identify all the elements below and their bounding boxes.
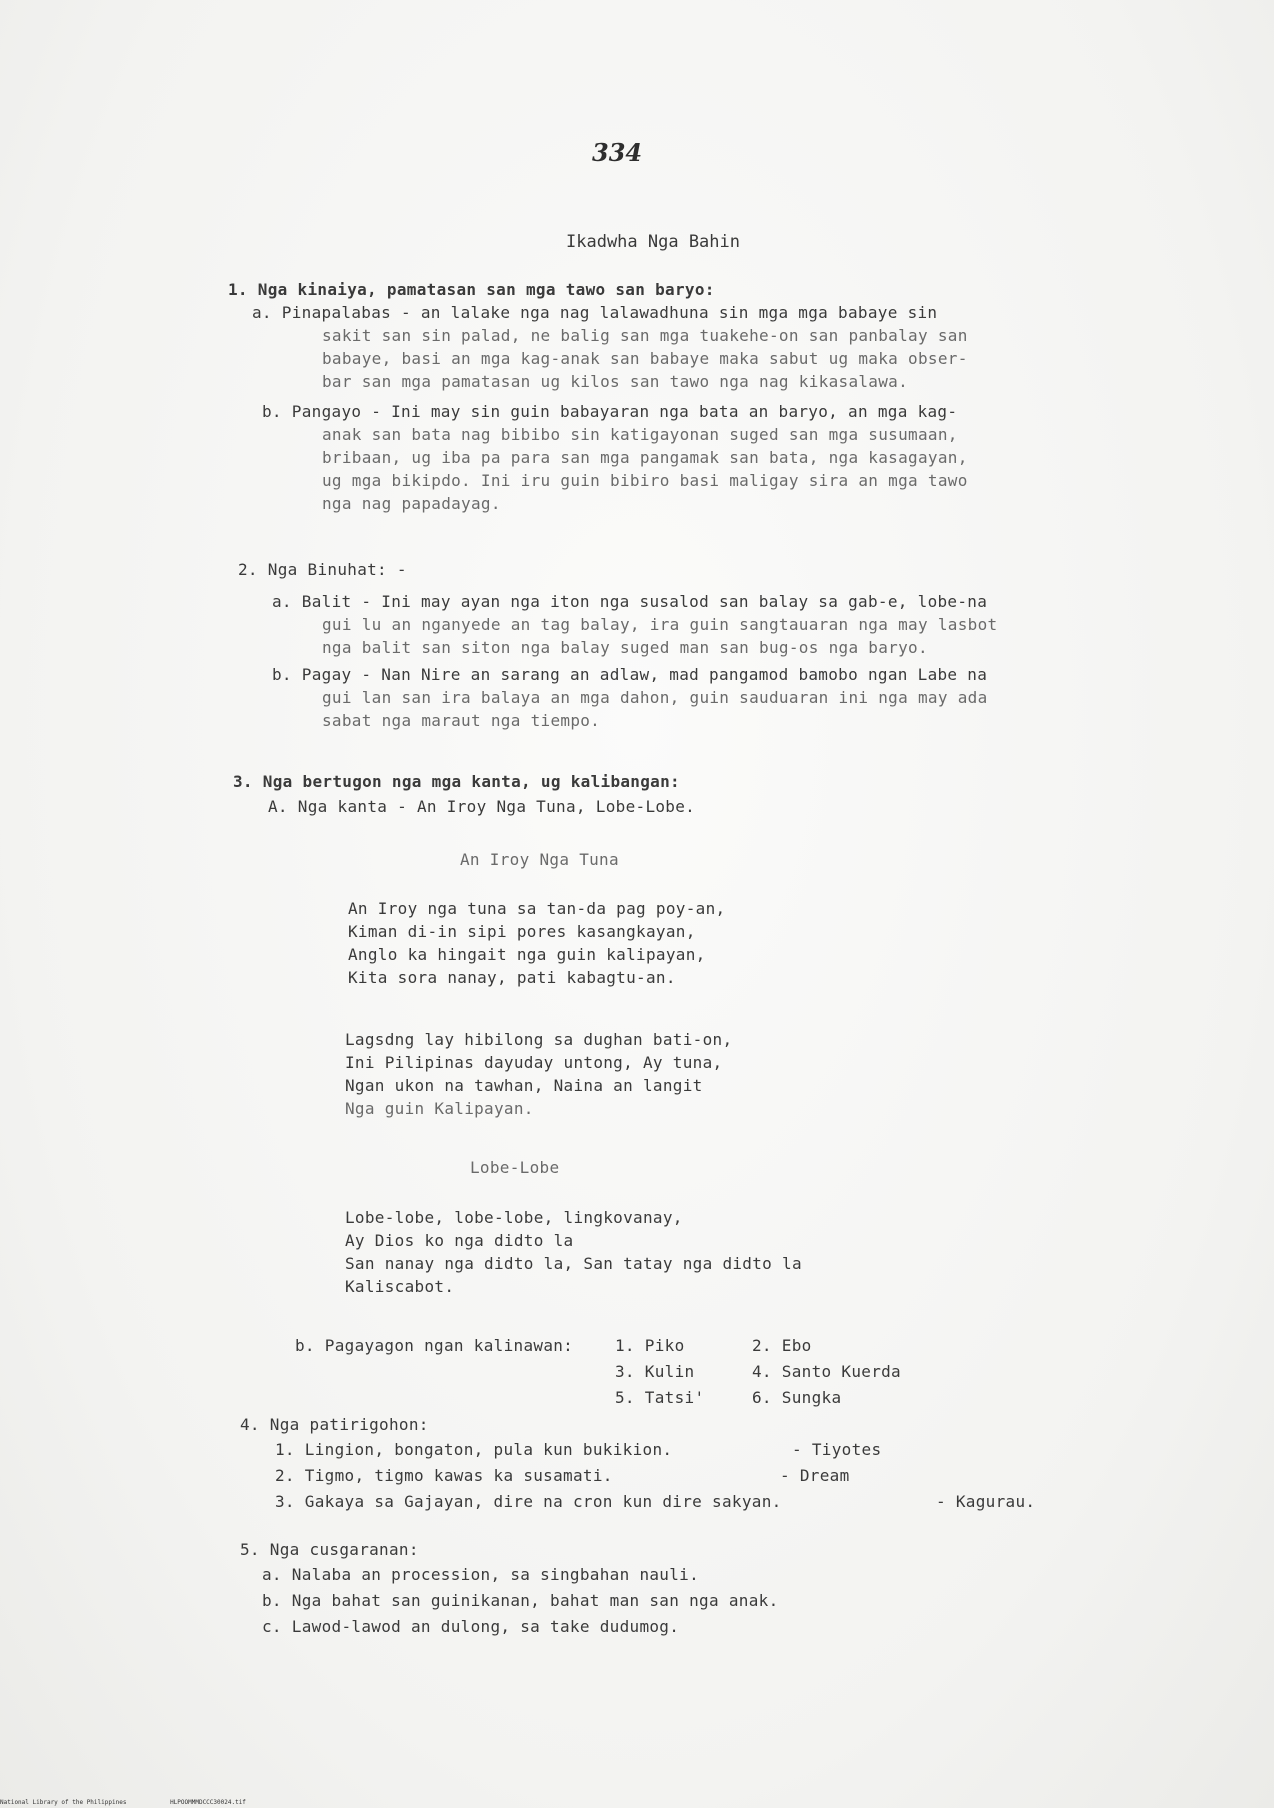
section-1b-line: b. Pangayo - Ini may sin guin babayaran nga bata an baryo, an mga kag-	[262, 402, 958, 421]
riddle-answer: - Kagurau.	[936, 1492, 1036, 1511]
footer-source: National Library of the Philippines	[0, 1799, 127, 1806]
game-item: 2. Ebo	[752, 1336, 812, 1355]
song-title: An Iroy Nga Tuna	[460, 850, 619, 869]
game-item: 3. Kulin	[615, 1362, 695, 1381]
song-title: Lobe-Lobe	[470, 1158, 560, 1177]
song-verse-line: Ngan ukon na tawhan, Naina an langit	[345, 1076, 703, 1095]
section-5-heading: 5. Nga cusgaranan:	[240, 1540, 419, 1559]
song-verse-line: Ay Dios ko nga didto la	[345, 1231, 574, 1250]
footer-filename: HLPOOMMMDCCC30024.tif	[170, 1799, 246, 1806]
song-verse-line: Kaliscabot.	[345, 1277, 455, 1296]
section-3a-line: A. Nga kanta - An Iroy Nga Tuna, Lobe-Lobe.	[268, 797, 696, 816]
song-verse-line: Ini Pilipinas dayuday untong, Ay tuna,	[345, 1053, 723, 1072]
song-verse-line: Kiman di-in sipi pores kasangkayan,	[348, 922, 696, 941]
song-verse-line: Kita sora nanay, pati kabagtu-an.	[348, 968, 676, 987]
riddle-question: 2. Tigmo, tigmo kawas ka susamati.	[275, 1466, 613, 1485]
song-verse-line: San nanay nga didto la, San tatay nga didto la	[345, 1254, 802, 1273]
section-2b-line: b. Pagay - Nan Nire an sarang an adlaw, mad pangamod bamobo ngan Labe na	[272, 665, 988, 684]
section-1-heading: 1. Nga kinaiya, pamatasan san mga tawo san baryo:	[228, 280, 715, 299]
section-2a-line: a. Balit - Ini may ayan nga iton nga susalod san balay sa gab-e, lobe-na	[272, 592, 988, 611]
section-1b-line: bribaan, ug iba pa para san mga pangamak san bata, nga kasagayan,	[322, 448, 968, 467]
riddle-answer: - Tiyotes	[792, 1440, 882, 1459]
song-verse-line: Lagsdng lay hibilong sa dughan bati-on,	[345, 1030, 733, 1049]
section-1a-line: sakit san sin palad, ne balig san mga tuakehe-on san panbalay san	[322, 326, 968, 345]
saying-item: c. Lawod-lawod an dulong, sa take dudumog.	[262, 1617, 680, 1636]
song-verse-line: Nga guin Kalipayan.	[345, 1099, 534, 1118]
section-2b-line: sabat nga maraut nga tiempo.	[322, 711, 601, 730]
game-item: 5. Tatsi'	[615, 1388, 705, 1407]
section-1b-line: ug mga bikipdo. Ini iru guin bibiro basi maligay sira an mga tawo	[322, 471, 968, 490]
section-3-heading: 3. Nga bertugon nga mga kanta, ug kalibangan:	[233, 772, 680, 791]
riddle-question: 3. Gakaya sa Gajayan, dire na cron kun dire sakyan.	[275, 1492, 782, 1511]
section-title: Ikadwha Nga Bahin	[566, 232, 740, 252]
game-item: 1. Piko	[615, 1336, 685, 1355]
riddle-answer: - Dream	[780, 1466, 850, 1485]
saying-item: b. Nga bahat san guinikanan, bahat man san nga anak.	[262, 1591, 779, 1610]
song-verse-line: An Iroy nga tuna sa tan-da pag poy-an,	[348, 899, 726, 918]
scan-footer	[0, 1799, 286, 1806]
saying-item: a. Nalaba an procession, sa singbahan nauli.	[262, 1565, 700, 1584]
games-label: b. Pagayagon ngan kalinawan:	[295, 1336, 574, 1355]
game-item: 6. Sungka	[752, 1388, 842, 1407]
section-1a-line: a. Pinapalabas - an lalake nga nag lalawadhuna sin mga mga babaye sin	[252, 303, 938, 322]
section-1a-line: bar san mga pamatasan ug kilos san tawo nga nag kikasalawa.	[322, 372, 909, 391]
section-1a-line: babaye, basi an mga kag-anak san babaye maka sabut ug maka obser-	[322, 349, 968, 368]
song-verse-line: Anglo ka hingait nga guin kalipayan,	[348, 945, 706, 964]
riddle-question: 1. Lingion, bongaton, pula kun bukikion.	[275, 1440, 673, 1459]
song-verse-line: Lobe-lobe, lobe-lobe, lingkovanay,	[345, 1208, 683, 1227]
section-2-heading: 2. Nga Binuhat: -	[238, 560, 407, 579]
section-1b-line: anak san bata nag bibibo sin katigayonan suged san mga susumaan,	[322, 425, 958, 444]
section-2a-line: gui lu an nganyede an tag balay, ira guin sangtauaran nga may lasbot	[322, 615, 998, 634]
page-number: 334	[592, 138, 643, 167]
section-2b-line: gui lan san ira balaya an mga dahon, guin sauduaran ini nga may ada	[322, 688, 988, 707]
game-item: 4. Santo Kuerda	[752, 1362, 901, 1381]
section-4-heading: 4. Nga patirigohon:	[240, 1415, 429, 1434]
section-2a-line: nga balit san siton nga balay suged man san bug-os nga baryo.	[322, 638, 928, 657]
section-1b-line: nga nag papadayag.	[322, 494, 501, 513]
